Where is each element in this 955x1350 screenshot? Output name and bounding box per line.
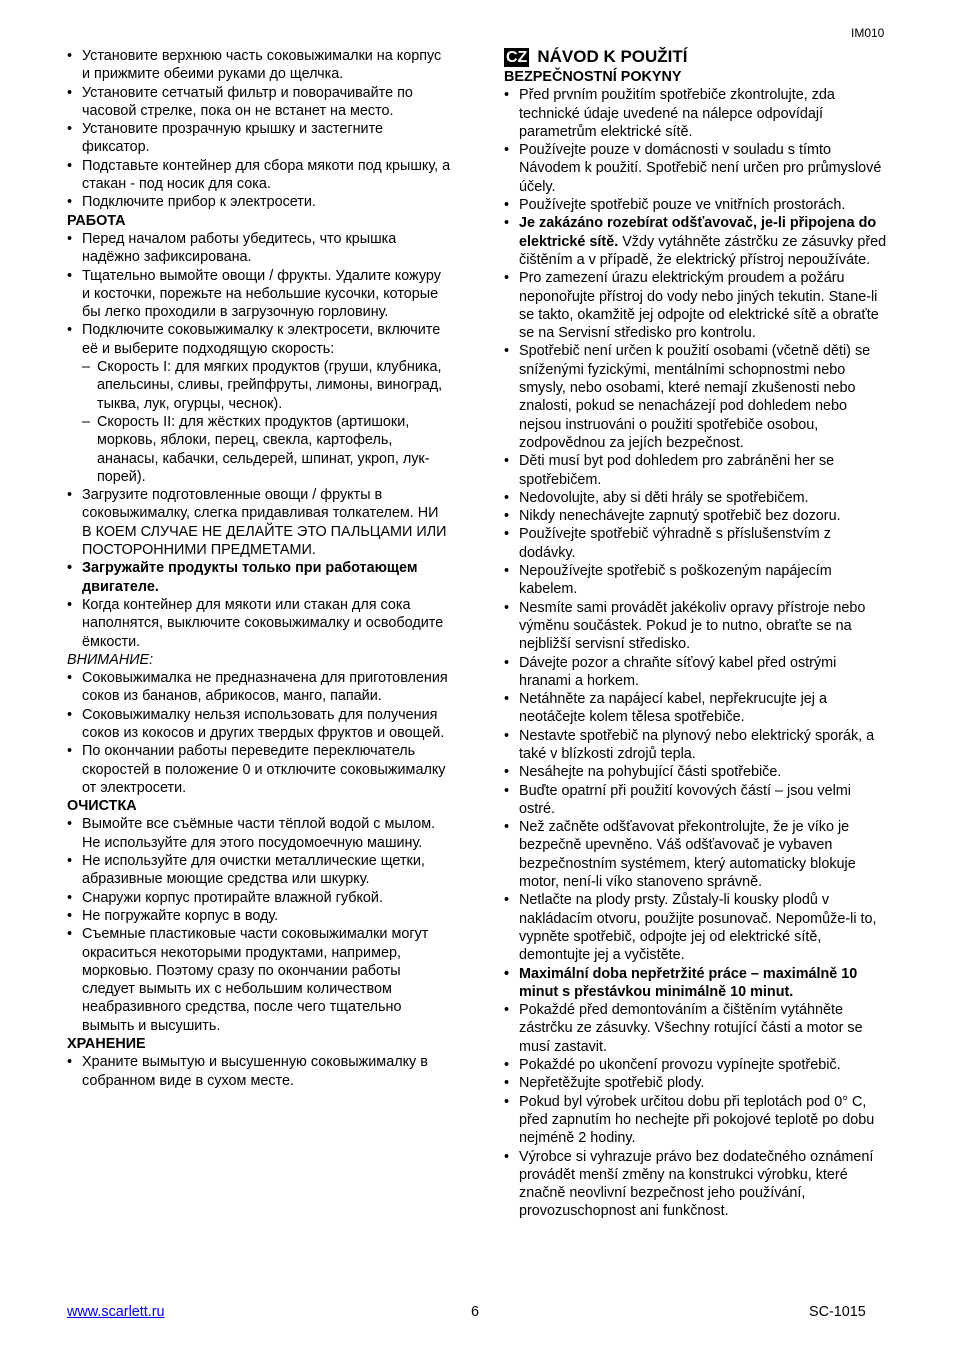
cleaning-list bbox=[67, 815, 452, 1035]
right-column bbox=[504, 47, 889, 1221]
list-item: • Pokaždé před demontováním a čištěním vytáhněte zástrčku ze zásuvky. Všechny rotující části a motor se musí zastavit. bbox=[504, 1001, 889, 1056]
speed-item: – Скорость II: для жёстких продуктов (артишоки, морковь, яблоки, перец, свекла, картофель, ананасы, кабачки, сельдерей, шпинат, укроп, лук-порей). bbox=[82, 413, 452, 486]
list-item: • Тщательно вымойте овощи / фрукты. Удалите кожуру и косточки, порежьте на небольшие кусочки, которые бы легко проходили в загрузочную горловину. bbox=[67, 267, 452, 322]
list-item: • Подставьте контейнер для сбора мякоти под крышку, а стакан - под носик для сока. bbox=[67, 157, 452, 194]
model-code: IM010 bbox=[851, 26, 885, 40]
list-item: • Загрузите подготовленные овощи / фрукты в соковыжималку, слегка придавливая толкателем. НИ В КОЕМ СЛУЧАЕ НЕ ДЕЛАЙТЕ ЭТО ПАЛЬЦАМИ ИЛИ ПОСТОРОННИМИ ПРЕДМЕТАМИ. bbox=[67, 486, 452, 559]
list-item: • Храните вымытую и высушенную соковыжималку в собранном виде в сухом месте. bbox=[67, 1053, 452, 1090]
list-item: • Pro zamezení úrazu elektrickým proudem a požáru neponořujte přístroj do vody nebo jiných tekutin. Stane-li se takto, okamžitě jej odpojte od elektrické sítě a obraťte se na Servisní středisko pro kontrolu. bbox=[504, 269, 889, 342]
cleaning-heading: ОЧИСТКА bbox=[67, 798, 137, 815]
list-item: • Před prvním použitím spotřebiče zkontrolujte, zda technické údaje uvedené na nálepce odpovídají parametrům elektrické sítě. bbox=[504, 86, 889, 141]
list-item: • Установите прозрачную крышку и застегните фиксатор. bbox=[67, 120, 452, 157]
list-item bbox=[67, 321, 452, 486]
list-item: • Установите верхнюю часть соковыжималки на корпус и прижмите обеими руками до щелчка. bbox=[67, 47, 452, 84]
list-item: • Не погружайте корпус в воду. bbox=[67, 907, 452, 925]
section-title bbox=[504, 47, 889, 67]
page-number: 6 bbox=[471, 1304, 480, 1320]
list-item bbox=[504, 214, 889, 269]
list-item: • Než začněte odšťavovat překontrolujte, že je víko je bezpečně upevněno. Váš odšťavovač je vybaven bezpečnostním systémem, který automaticky blokuje motor, není-li víko stanoveno správně. bbox=[504, 818, 889, 891]
work-heading: РАБОТА bbox=[67, 212, 126, 229]
list-item: • Nepřetěžujte spotřebič plody. bbox=[504, 1074, 889, 1092]
speed-item: – Скорость I: для мягких продуктов (груши, клубника, апельсины, сливы, грейпфруты, лимоны, виноград, тыква, лук, огурцы, чеснок). bbox=[82, 358, 452, 413]
assembly-list bbox=[67, 47, 452, 212]
list-item: • Подключите прибор к электросети. bbox=[67, 193, 452, 211]
safety-list bbox=[504, 86, 889, 1220]
list-item: • Pokud byl výrobek určitou dobu při teplotách pod 0° C, před zapnutím ho nechejte při pokojové teplotě po dobu nejméně 2 hodiny. bbox=[504, 1093, 889, 1148]
list-item: • Děti musí byt pod dohledem pro zabráněni her se spotřebičem. bbox=[504, 452, 889, 489]
list-item: • Nestavte spotřebič na plynový nebo elektrický sporák, a také v blízkosti zdrojů tepla. bbox=[504, 727, 889, 764]
work-list bbox=[67, 230, 452, 651]
safety-heading: BEZPEČNOSTNÍ POKYNY bbox=[504, 69, 682, 85]
list-item: • Spotřebič není určen k použití osobami (včetně děti) se sníženými fyzickými, mentálními schopnostmi nebo smysly, nebo osobami, které nemají zkušenosti nebo znalosti, pokud se nenacházejí pod dohledem nebo nejsou instruováni o použiti spotřebiče osobou, zodpovědnou za jejích bezpečnost. bbox=[504, 342, 889, 452]
list-item-text: Подключите соковыжималку к электросети, включите её и выберите подходящую скорость: bbox=[82, 322, 441, 357]
storage-heading: ХРАНЕНИЕ bbox=[67, 1036, 146, 1053]
page-title: NÁVOD K POUŽITÍ bbox=[537, 47, 688, 66]
list-item: • Netáhněte za napájecí kabel, nepřekrucujte jej a neotáčejte kolem tělesa spotřebiče. bbox=[504, 690, 889, 727]
list-item: • Buďte opatrní při použití kovových částí – jsou velmi ostré. bbox=[504, 782, 889, 819]
list-item: • Používejte spotřebič pouze ve vnitřních prostorách. bbox=[504, 196, 889, 214]
list-item: • Dávejte pozor a chraňte síťový kabel před ostrými hranami a horkem. bbox=[504, 654, 889, 691]
speed-list bbox=[82, 358, 452, 486]
list-item: • Netlačte na plody prsty. Zůstaly-li kousky plodů v nakládacím otvoru, použijte posunovač. Nepomůže-li to, vypněte spotřebič, odpojte jej od elektrické sítě, demontujte jej a vyčistěte. bbox=[504, 891, 889, 964]
language-badge: CZ bbox=[506, 48, 528, 66]
list-item: • По окончании работы переведите переключатель скоростей в положение 0 и отключите соковыжималку от электросети. bbox=[67, 742, 452, 797]
list-item: • Nepoužívejte spotřebič s poškozeným napájecím kabelem. bbox=[504, 562, 889, 599]
list-item: • Nesáhejte na pohybující části spotřebiče. bbox=[504, 763, 889, 781]
list-item: • Nikdy nenechávejte zapnutý spotřebič bez dozoru. bbox=[504, 507, 889, 525]
left-column bbox=[67, 47, 452, 1090]
list-item: • Загружайте продукты только при работающем двигателе. bbox=[67, 559, 452, 596]
list-item: • Вымойте все съёмные части тёплой водой с мылом. Не используйте для этого посудомоечную машину. bbox=[67, 815, 452, 852]
attention-heading: ВНИМАНИЕ: bbox=[67, 651, 154, 668]
list-item: • Соковыжималка не предназначена для приготовления соков из бананов, абрикосов, манго, папайи. bbox=[67, 669, 452, 706]
list-item: • Соковыжималку нельзя использовать для получения соков из кокосов и других твердых фруктов и овощей. bbox=[67, 706, 452, 743]
list-item: • Когда контейнер для мякоти или стакан для сока наполнятся, выключите соковыжималку и освободите ёмкости. bbox=[67, 596, 452, 651]
warning-bold-text: Je zakázáno rozebírat odšťavovač, je-li připojena do elektrické sítě. bbox=[519, 215, 877, 250]
list-item: • Používejte spotřebič výhradně s příslušenstvím z dodávky. bbox=[504, 525, 889, 562]
list-item: • Съемные пластиковые части соковыжималки могут окраситься некоторыми продуктами, например, морковью. Поэтому сразу по окончании работы следует вымыть их с небольшим количеством неабразивного средства, после чего тщательно вымыть и высушить. bbox=[67, 925, 452, 1035]
list-item: • Nesmíte sami provádět jakékoliv opravy přístroje nebo výměnu součástek. Pokud je to nutno, obraťte se na nejbližší servisní středisko. bbox=[504, 599, 889, 654]
list-item: • Maximální doba nepřetržité práce – maximálně 10 minut s přestávkou minimálně 10 minut. bbox=[504, 965, 889, 1002]
list-item: • Установите сетчатый фильтр и поворачивайте по часовой стрелке, пока он не встанет на место. bbox=[67, 84, 452, 121]
list-item: • Výrobce si vyhrazuje právo bez dodatečného oznámení provádět menší změny na konstrukci výrobku, které značně neovlivní bezpečnost jeho používání, provozuschopnost ani funkčnost. bbox=[504, 1148, 889, 1221]
list-item: • Не используйте для очистки металлические щетки, абразивные моющие средства или шкурку. bbox=[67, 852, 452, 889]
model-number: SC-1015 bbox=[809, 1304, 866, 1320]
website-link[interactable]: www.scarlett.ru bbox=[67, 1304, 165, 1320]
list-item: • Pokaždé po ukončení provozu vypínejte spotřebič. bbox=[504, 1056, 889, 1074]
storage-list bbox=[67, 1053, 452, 1090]
warning-text: Vždy vytáhněte zástrčku ze zásuvky před čištěním a v případě, že elektrický přístroj nepoužíváte. bbox=[519, 233, 887, 268]
attention-list bbox=[67, 669, 452, 797]
list-item: • Používejte pouze v domácnosti v souladu s tímto Návodem k použití. Spotřebič není určen pro průmyslové účely. bbox=[504, 141, 889, 196]
list-item: • Nedovolujte, aby si děti hrály se spotřebičem. bbox=[504, 489, 889, 507]
list-item: • Перед началом работы убедитесь, что крышка надёжно зафиксирована. bbox=[67, 230, 452, 267]
list-item: • Снаружи корпус протирайте влажной губкой. bbox=[67, 889, 452, 907]
